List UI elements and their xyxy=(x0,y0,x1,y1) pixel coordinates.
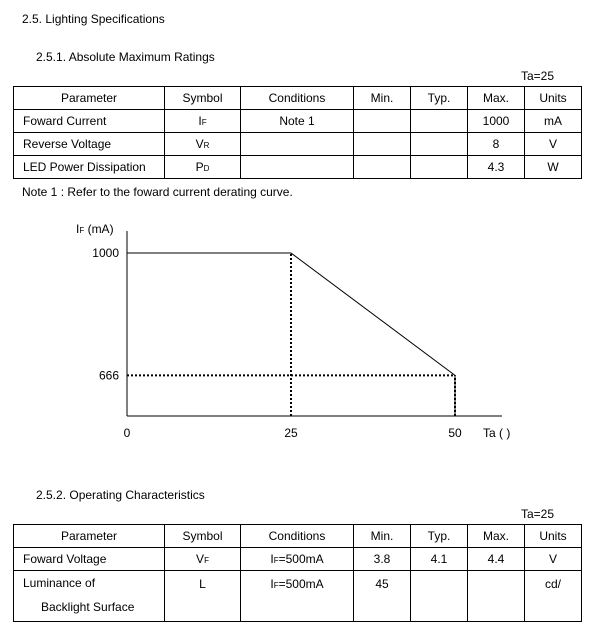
section-title: 2.5. Lighting Specifications xyxy=(22,12,165,26)
cell-typ xyxy=(411,133,468,156)
cell-conditions xyxy=(241,571,354,622)
cell-typ xyxy=(411,110,468,133)
op-char-title: 2.5.2. Operating Characteristics xyxy=(36,488,205,502)
header-min: Min. xyxy=(354,525,411,548)
cell-min xyxy=(354,133,411,156)
cell-min xyxy=(354,156,411,179)
y-tick-label: 666 xyxy=(98,368,119,383)
header-units: Units xyxy=(525,87,582,110)
cell-conditions xyxy=(241,548,354,571)
header-symbol: Symbol xyxy=(165,525,241,548)
abs-max-title: 2.5.1. Absolute Maximum Ratings xyxy=(36,50,215,64)
cond-rest: =500mA xyxy=(278,552,324,566)
table-row xyxy=(14,133,582,156)
cell-min: 3.8 xyxy=(354,548,411,571)
cell-max xyxy=(468,571,525,622)
op-char-ta-note: Ta=25 xyxy=(521,507,555,521)
parameter-line-1: Luminance of xyxy=(23,576,96,590)
abs-max-note: Note 1 : Refer to the foward current derating curve. xyxy=(22,185,293,199)
header-typ: Typ. xyxy=(411,87,468,110)
cell-parameter: Foward Current xyxy=(14,110,165,133)
cell-parameter: Foward Voltage xyxy=(14,548,165,571)
y-axis-label-main: I xyxy=(76,222,80,236)
x-tick-label: 25 xyxy=(284,426,298,440)
cond-sub: F xyxy=(273,556,279,565)
header-parameter: Parameter xyxy=(14,525,165,548)
header-max: Max. xyxy=(468,87,525,110)
symbol-main: V xyxy=(195,137,204,151)
cell-units: mA xyxy=(525,110,582,133)
cell-conditions: Note 1 xyxy=(241,110,354,133)
symbol-main: L xyxy=(199,577,206,591)
y-axis-label-unit: (mA) xyxy=(84,222,114,236)
cond-rest: =500mA xyxy=(278,577,324,591)
cell-symbol xyxy=(165,133,241,156)
table-header-row xyxy=(14,525,582,548)
symbol-sub: F xyxy=(204,556,209,565)
header-symbol: Symbol xyxy=(165,87,241,110)
cell-typ xyxy=(411,156,468,179)
x-tick-label: 50 xyxy=(448,426,462,440)
symbol-sub: D xyxy=(203,164,210,173)
symbol-main: I xyxy=(198,114,202,128)
cell-symbol xyxy=(165,110,241,133)
cell-conditions xyxy=(241,156,354,179)
symbol-main: P xyxy=(195,160,204,174)
cell-units: cd/ xyxy=(525,571,582,622)
cell-min: 45 xyxy=(354,571,411,622)
cell-units: V xyxy=(525,133,582,156)
cell-symbol xyxy=(165,156,241,179)
header-typ: Typ. xyxy=(411,525,468,548)
symbol-sub: R xyxy=(203,141,210,150)
cell-max: 8 xyxy=(468,133,525,156)
abs-max-table xyxy=(13,86,582,179)
y-tick-label: 1000 xyxy=(92,246,119,260)
y-axis-label xyxy=(76,222,114,236)
header-conditions: Conditions xyxy=(241,525,354,548)
x-tick-label: 0 xyxy=(123,426,131,440)
cond-sub: F xyxy=(273,581,279,590)
cell-units: W xyxy=(525,156,582,179)
abs-max-ta-note: Ta=25 xyxy=(521,69,555,83)
symbol-sub: F xyxy=(201,118,207,127)
header-parameter: Parameter xyxy=(14,87,165,110)
header-units: Units xyxy=(525,525,582,548)
symbol-main: V xyxy=(196,552,205,566)
cell-typ: 4.1 xyxy=(411,548,468,571)
y-axis-label-sub: F xyxy=(79,226,85,235)
cell-typ xyxy=(411,571,468,622)
cell-symbol xyxy=(165,548,241,571)
derating-curve-chart xyxy=(0,215,599,450)
cond-main: I xyxy=(270,577,274,591)
parameter-line-2: Backlight Surface xyxy=(41,600,135,614)
cell-min xyxy=(354,110,411,133)
cell-parameter xyxy=(14,571,165,622)
table-header-row xyxy=(14,87,582,110)
cell-conditions xyxy=(241,133,354,156)
table-row xyxy=(14,156,582,179)
table-row xyxy=(14,110,582,133)
x-axis-label: Ta ( ) xyxy=(483,426,511,440)
op-char-table xyxy=(13,524,582,622)
cell-parameter: LED Power Dissipation xyxy=(14,156,165,179)
cell-max: 1000 xyxy=(468,110,525,133)
header-max: Max. xyxy=(468,525,525,548)
table-row xyxy=(14,548,582,571)
cell-max: 4.4 xyxy=(468,548,525,571)
table-row xyxy=(14,571,582,622)
cell-max: 4.3 xyxy=(468,156,525,179)
cell-parameter: Reverse Voltage xyxy=(14,133,165,156)
header-conditions: Conditions xyxy=(241,87,354,110)
header-min: Min. xyxy=(354,87,411,110)
cell-units: V xyxy=(525,548,582,571)
cell-symbol xyxy=(165,571,241,622)
cond-main: I xyxy=(270,552,274,566)
